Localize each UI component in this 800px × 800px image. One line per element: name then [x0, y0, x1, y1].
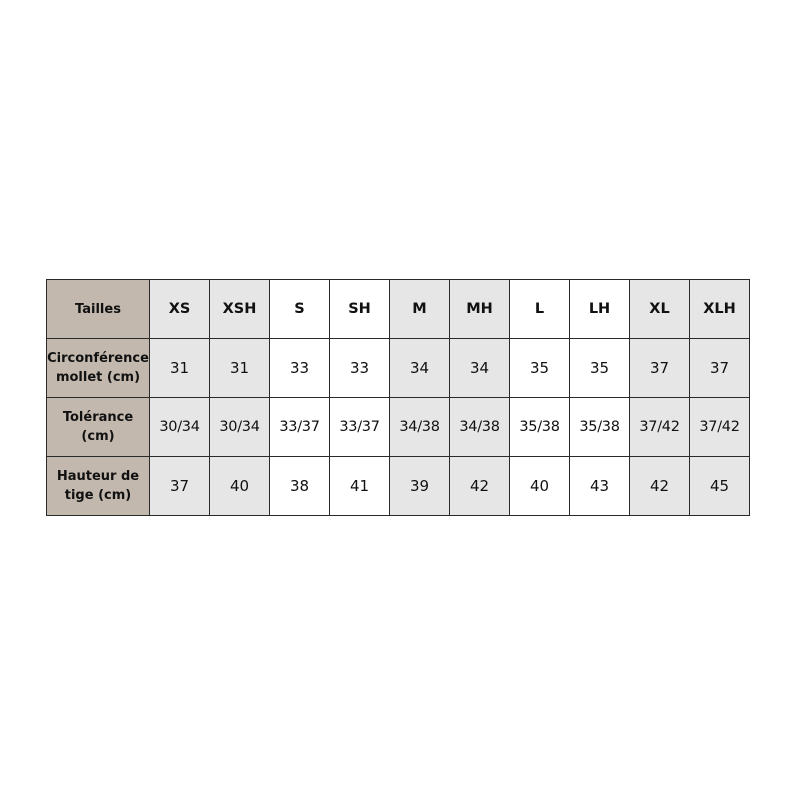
sizes-row-label: Tailles [47, 280, 150, 339]
table-cell: 35 [570, 339, 630, 398]
size-header: L [510, 280, 570, 339]
table-cell: 43 [570, 457, 630, 516]
label-line: Circonférence [47, 351, 149, 366]
tolerance-row [47, 398, 750, 457]
table-cell: 34/38 [390, 398, 450, 457]
size-header: XLH [690, 280, 750, 339]
size-header: XS [150, 280, 210, 339]
table-cell: 41 [330, 457, 390, 516]
table-cell: 40 [210, 457, 270, 516]
table-cell: 39 [390, 457, 450, 516]
table-cell: 37 [630, 339, 690, 398]
table-cell: 40 [510, 457, 570, 516]
table-cell: 33 [270, 339, 330, 398]
table-cell: 30/34 [210, 398, 270, 457]
label-line: Hauteur de [56, 469, 140, 484]
calf-circumference-label [47, 339, 150, 398]
size-header: S [270, 280, 330, 339]
table-cell: 37/42 [690, 398, 750, 457]
shaft-height-row [47, 457, 750, 516]
size-chart-table [46, 279, 750, 516]
table-cell: 35 [510, 339, 570, 398]
table-cell: 37 [150, 457, 210, 516]
table-cell: 38 [270, 457, 330, 516]
table-cell: 34 [450, 339, 510, 398]
size-header: LH [570, 280, 630, 339]
shaft-height-label [47, 457, 150, 516]
table-cell: 33/37 [270, 398, 330, 457]
table-cell: 37 [690, 339, 750, 398]
table-cell: 35/38 [510, 398, 570, 457]
label-line: Tolérance (cm) [62, 410, 134, 444]
table-cell: 37/42 [630, 398, 690, 457]
table-cell: 34 [390, 339, 450, 398]
calf-circumference-row [47, 339, 750, 398]
sizes-header-row [47, 280, 750, 339]
table-cell: 45 [690, 457, 750, 516]
table-cell: 42 [630, 457, 690, 516]
size-header: M [390, 280, 450, 339]
size-header: SH [330, 280, 390, 339]
size-header: MH [450, 280, 510, 339]
tolerance-label [47, 398, 150, 457]
table-cell: 30/34 [150, 398, 210, 457]
table-cell: 31 [210, 339, 270, 398]
table-cell: 31 [150, 339, 210, 398]
table-cell: 35/38 [570, 398, 630, 457]
table-cell: 42 [450, 457, 510, 516]
table-cell: 33/37 [330, 398, 390, 457]
table-cell: 34/38 [450, 398, 510, 457]
label-line: tige (cm) [64, 488, 132, 503]
size-header: XL [630, 280, 690, 339]
label-line: mollet (cm) [55, 370, 141, 385]
table-cell: 33 [330, 339, 390, 398]
size-header: XSH [210, 280, 270, 339]
